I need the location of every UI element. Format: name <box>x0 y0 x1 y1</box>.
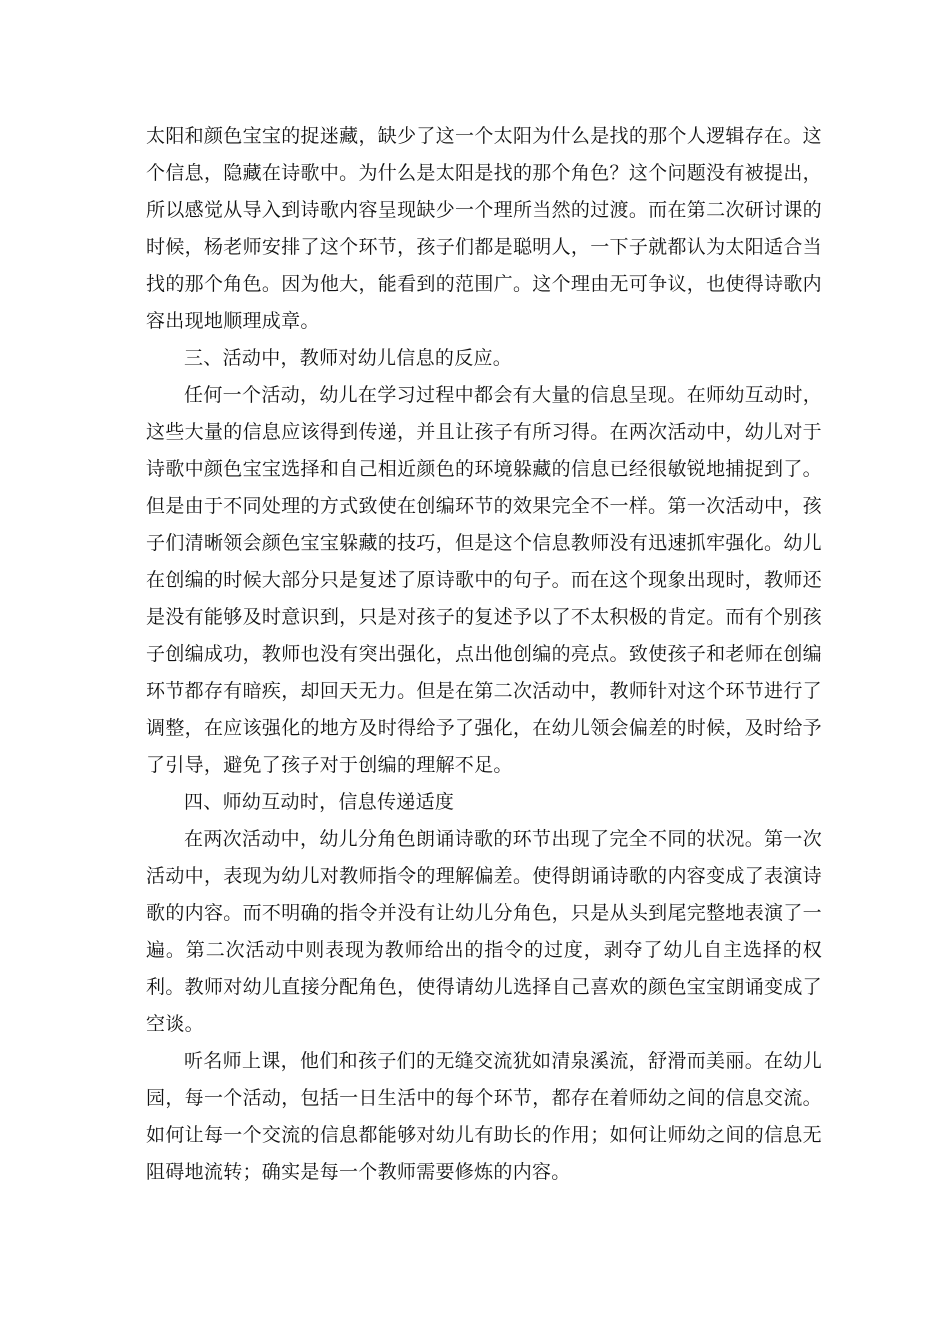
paragraph-section-four: 在两次活动中，幼儿分角色朗诵诗歌的环节出现了完全不同的状况。第一次活动中，表现为幼儿对教师指令的理解偏差。使得朗诵诗歌的内容变成了表演诗歌的内容。而不明确的指令并没有让幼儿分角色，只是从头到尾完整地表演了一遍。第二次活动中则表现为教师给出的指令的过度，剥夺了幼儿自主选择的权利。教师对幼儿直接分配角色，使得请幼儿选择自己喜欢的颜色宝宝朗诵变成了空谈。 <box>146 828 822 1035</box>
section-heading-three: 三、活动中，教师对幼儿信息的反应。 <box>184 347 513 369</box>
paragraph-section-three: 任何一个活动，幼儿在学习过程中都会有大量的信息呈现。在师幼互动时，这些大量的信息应该得到传递，并且让孩子有所习得。在两次活动中，幼儿对于诗歌中颜色宝宝选择和自己相近颜色的环境躲藏的信息已经很敏锐地捕捉到了。但是由于不同处理的方式致使在创编环节的效果完全不一样。第一次活动中，孩子们清晰领会颜色宝宝躲藏的技巧，但是这个信息教师没有迅速抓牢强化。幼儿在创编的时候大部分只是复述了原诗歌中的句子。而在这个现象出现时，教师还是没有能够及时意识到，只是对孩子的复述予以了不太积极的肯定。而有个别孩子创编成功，教师也没有突出强化，点出他创编的亮点。致使孩子和老师在创编环节都存有暗疾，却回天无力。但是在第二次活动中，教师针对这个环节进行了调整，在应该强化的地方及时得给予了强化，在幼儿领会偏差的时候，及时给予了引导，避免了孩子对于创编的理解不足。 <box>146 384 822 776</box>
document-body <box>146 118 822 1191</box>
paragraph-conclusion: 听名师上课，他们和孩子们的无缝交流犹如清泉溪流，舒滑而美丽。在幼儿园，每一个活动，包括一日生活中的每个环节，都存在着师幼之间的信息交流。如何让每一个交流的信息都能够对幼儿有助长的作用；如何让师幼之间的信息无阻碍地流转；确实是每一个教师需要修炼的内容。 <box>146 1050 822 1183</box>
section-heading-four: 四、师幼互动时，信息传递适度 <box>184 791 455 813</box>
paragraph-continuation: 太阳和颜色宝宝的捉迷藏，缺少了这一个太阳为什么是找的那个人逻辑存在。这个信息，隐藏在诗歌中。为什么是太阳是找的那个角色？这个问题没有被提出，所以感觉从导入到诗歌内容呈现缺少一个理所当然的过渡。而在第二次研讨课的时候，杨老师安排了这个环节，孩子们都是聪明人，一下子就都认为太阳适合当找的那个角色。因为他大，能看到的范围广。这个理由无可争议，也使得诗歌内容出现地顺理成章。 <box>146 125 822 332</box>
